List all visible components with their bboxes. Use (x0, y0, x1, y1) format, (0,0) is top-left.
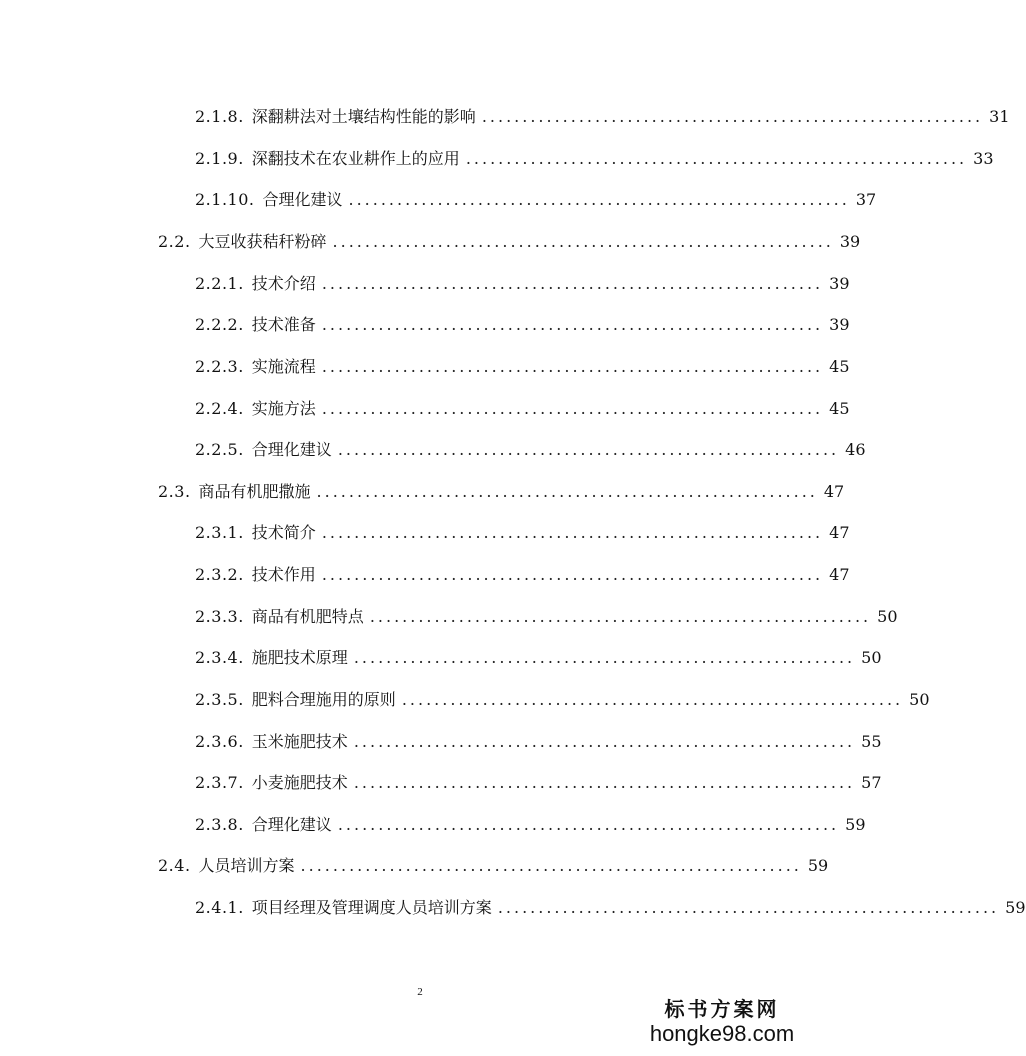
toc-page-number: 39 (829, 274, 850, 293)
toc-page-number: 47 (823, 482, 845, 501)
toc-number: 2.4.1. (195, 898, 244, 917)
toc-page-number: 59 (1005, 898, 1026, 917)
toc-leader-dots: .............................................................. (321, 523, 824, 542)
toc-leader-dots: .............................................................. (348, 190, 850, 209)
toc-page-number: 45 (829, 399, 850, 418)
toc-title: 商品有机肥特点 (251, 607, 364, 626)
watermark-url: hongke98.com (649, 1021, 795, 1046)
toc-leader-dots: .............................................................. (316, 482, 818, 501)
toc-leader-dots: .............................................................. (321, 565, 824, 584)
toc-title: 项目经理及管理调度人员培训方案 (251, 898, 492, 917)
toc-leader-dots: .............................................................. (481, 107, 984, 126)
toc-page-number: 55 (861, 732, 882, 751)
toc-leader-dots: .............................................................. (300, 856, 802, 875)
watermark (642, 996, 802, 1046)
toc-entry[interactable] (195, 898, 1026, 918)
toc-title: 技术简介 (251, 523, 316, 542)
toc-entry[interactable] (195, 315, 850, 335)
toc-number: 2.3.3. (195, 607, 244, 626)
toc-entry[interactable] (195, 690, 930, 710)
toc-title: 技术介绍 (251, 274, 316, 293)
toc-page-number: 59 (845, 815, 866, 834)
toc-title: 技术准备 (251, 315, 316, 334)
toc-leader-dots: .............................................................. (497, 898, 1000, 917)
toc-number: 2.3.8. (195, 815, 244, 834)
toc-page-number: 50 (877, 607, 898, 626)
toc-leader-dots: .............................................................. (321, 399, 824, 418)
toc-entry[interactable] (195, 815, 866, 835)
toc-number: 2.4. (158, 856, 191, 875)
toc-entry[interactable] (195, 274, 850, 294)
toc-title: 小麦施肥技术 (251, 773, 348, 792)
toc-entry[interactable] (195, 523, 850, 543)
toc-title: 合理化建议 (251, 815, 332, 834)
toc-title: 深翻技术在农业耕作上的应用 (251, 149, 460, 168)
toc-leader-dots: .............................................................. (321, 274, 824, 293)
toc-entry[interactable] (158, 232, 861, 252)
toc-entry[interactable] (195, 440, 866, 460)
toc-number: 2.2.2. (195, 315, 244, 334)
toc-number: 2.3.5. (195, 690, 244, 709)
toc-number: 2.2.5. (195, 440, 244, 459)
toc-page-number: 33 (973, 149, 994, 168)
toc-leader-dots: .............................................................. (353, 732, 856, 751)
toc-number: 2.3.6. (195, 732, 244, 751)
toc-leader-dots: .............................................................. (465, 149, 968, 168)
toc-number: 2.2. (158, 232, 191, 251)
toc-leader-dots: .............................................................. (369, 607, 872, 626)
toc-leader-dots: .............................................................. (353, 773, 856, 792)
toc-page-number: 37 (855, 190, 877, 209)
toc-number: 2.2.4. (195, 399, 244, 418)
page-number: 2 (417, 986, 423, 998)
toc-title: 深翻耕法对土壤结构性能的影响 (251, 107, 476, 126)
toc-page-number: 50 (861, 648, 882, 667)
toc-leader-dots: .............................................................. (337, 815, 840, 834)
toc-number: 2.2.1. (195, 274, 244, 293)
toc-entry[interactable] (195, 149, 994, 169)
toc-title: 施肥技术原理 (251, 648, 348, 667)
toc-number: 2.2.3. (195, 357, 244, 376)
toc-number: 2.3.2. (195, 565, 244, 584)
toc-page-number: 50 (909, 690, 930, 709)
toc-entry[interactable] (195, 357, 850, 377)
toc-number: 2.1.8. (195, 107, 244, 126)
toc-page-number: 57 (861, 773, 882, 792)
toc-number: 2.3.7. (195, 773, 244, 792)
toc-title: 大豆收获秸秆粉碎 (198, 232, 327, 251)
toc-title: 合理化建议 (251, 440, 332, 459)
toc-number: 2.1.10. (195, 190, 255, 209)
toc-entry[interactable] (158, 482, 845, 502)
watermark-name: 标书方案网 (664, 997, 780, 1021)
toc-entry[interactable] (195, 607, 898, 627)
toc-leader-dots: .............................................................. (321, 315, 824, 334)
toc-number: 2.3.4. (195, 648, 244, 667)
toc-page-number: 46 (845, 440, 866, 459)
toc-number: 2.1.9. (195, 149, 244, 168)
toc-leader-dots: .............................................................. (332, 232, 834, 251)
toc-title: 商品有机肥撒施 (198, 482, 311, 501)
toc-page-number: 45 (829, 357, 850, 376)
toc-page-number: 39 (829, 315, 850, 334)
toc-leader-dots: .............................................................. (337, 440, 840, 459)
toc-entry[interactable] (195, 773, 882, 793)
toc-title: 实施方法 (251, 399, 316, 418)
toc-title: 实施流程 (251, 357, 316, 376)
toc-page-number: 47 (829, 565, 850, 584)
toc-page-number: 47 (829, 523, 850, 542)
toc-entry[interactable] (195, 732, 882, 752)
toc-page-number: 31 (989, 107, 1010, 126)
toc-title: 玉米施肥技术 (251, 732, 348, 751)
toc-page-number: 39 (839, 232, 861, 251)
toc-title: 肥料合理施用的原则 (251, 690, 396, 709)
toc-entry[interactable] (195, 399, 850, 419)
toc-entry[interactable] (195, 190, 877, 210)
toc-leader-dots: .............................................................. (401, 690, 904, 709)
toc-leader-dots: .............................................................. (321, 357, 824, 376)
toc-number: 2.3.1. (195, 523, 244, 542)
toc-entry[interactable] (195, 648, 882, 668)
toc-title: 人员培训方案 (198, 856, 295, 875)
toc-entry[interactable] (158, 856, 829, 876)
toc-leader-dots: .............................................................. (353, 648, 856, 667)
toc-title: 合理化建议 (262, 190, 343, 209)
toc-entry[interactable] (195, 107, 1010, 127)
toc-number: 2.3. (158, 482, 191, 501)
toc-page-number: 59 (807, 856, 829, 875)
toc-title: 技术作用 (251, 565, 316, 584)
toc-entry[interactable] (195, 565, 850, 585)
